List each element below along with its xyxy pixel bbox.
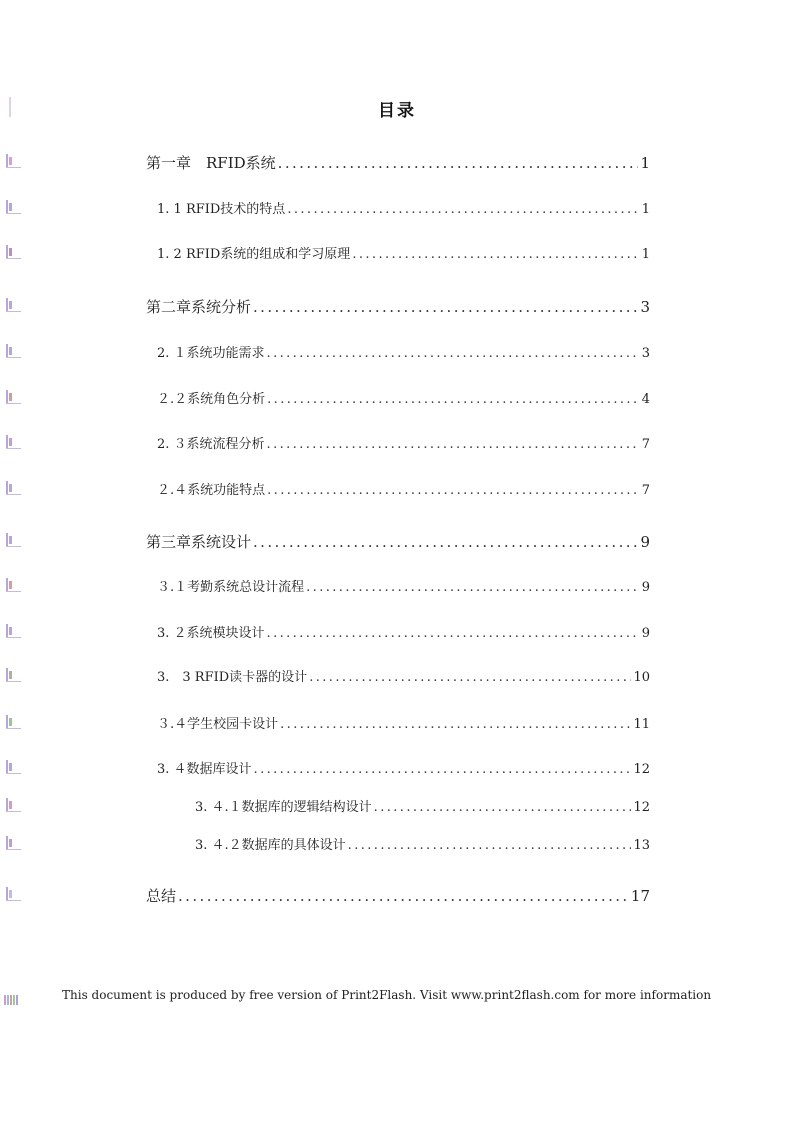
toc-entry[interactable] [157, 479, 650, 498]
toc-page-number: 3 [640, 298, 650, 316]
toc-leader-dots [253, 533, 638, 551]
bookmark-marker-icon [4, 344, 22, 358]
bookmark-marker-icon [4, 887, 22, 901]
toc-leader-dots [253, 298, 638, 316]
footer-notice: This document is produced by free version of Print2Flash. Visit www.print2flash.com for more information [62, 988, 712, 1002]
toc-entry[interactable] [157, 388, 650, 407]
bookmark-marker-icon [4, 481, 22, 495]
toc-leader-dots [178, 887, 629, 905]
toc-page-number: 1 [641, 202, 650, 217]
toc-page-number: 1 [640, 154, 650, 172]
toc-leader-dots [287, 202, 639, 217]
toc-entry-label: ３.４学生校园卡设计 [157, 717, 279, 732]
bookmark-marker-icon [4, 836, 22, 850]
bookmark-marker-icon [4, 760, 22, 774]
bookmark-marker-icon [4, 715, 22, 729]
toc-page-number: 11 [633, 717, 650, 732]
toc-entry-label: 2. ３系统流程分析 [157, 437, 265, 452]
bookmark-marker-icon [4, 435, 22, 449]
toc-entry[interactable] [146, 296, 650, 317]
toc-entry-label: 3. 3 RFID读卡器的设计 [157, 670, 308, 685]
toc-leader-dots [309, 670, 631, 685]
toc-leader-dots [374, 800, 632, 815]
toc-leader-dots [267, 626, 640, 641]
toc-leader-dots [278, 154, 639, 172]
bookmark-marker-icon [4, 578, 22, 592]
toc-entry[interactable] [195, 834, 650, 853]
bookmark-marker-icon [4, 798, 22, 812]
bookmark-marker-icon [4, 154, 22, 168]
toc-leader-dots [267, 437, 640, 452]
toc-entry-label: ２.２系统角色分析 [157, 392, 266, 407]
bookmark-marker-icon [4, 298, 22, 312]
toc-entry[interactable] [146, 885, 650, 906]
toc-page-number: 9 [640, 533, 650, 551]
toc-entry-label: 第一章 RFID系统 [146, 154, 276, 172]
bookmark-marker-icon [4, 200, 22, 214]
toc-entry-label: 3. ４.２数据库的具体设计 [195, 838, 346, 853]
toc-entry[interactable] [157, 758, 650, 777]
toc-entry-label: 1. 1 RFID技术的特点 [157, 202, 286, 217]
bookmark-marker-icon [4, 390, 22, 404]
toc-page-number: 3 [641, 346, 650, 361]
toc-page-number: 13 [633, 838, 650, 853]
toc-leader-dots [267, 392, 640, 407]
toc-leader-dots [348, 838, 632, 853]
toc-entry-label: 3. ２系统模块设计 [157, 626, 265, 641]
toc-entry-label: 1. 2 RFID系统的组成和学习原理 [157, 247, 351, 262]
toc-page-number: 7 [641, 483, 650, 498]
bookmark-marker-icon [4, 245, 22, 259]
toc-leader-dots [280, 717, 631, 732]
toc-entry-label: ２.４系统功能特点 [157, 483, 266, 498]
toc-entry[interactable] [157, 713, 650, 732]
toc-page-number: 12 [633, 762, 650, 777]
toc-title: 目录 [378, 101, 416, 121]
toc-page-number: 9 [641, 580, 650, 595]
toc-entry[interactable] [157, 576, 650, 595]
toc-page-number: 17 [630, 887, 650, 905]
toc-page-number: 4 [641, 392, 650, 407]
toc-leader-dots [267, 483, 640, 498]
toc-leader-dots [267, 346, 640, 361]
toc-entry[interactable] [157, 342, 650, 361]
toc-page-number: 7 [641, 437, 650, 452]
toc-entry[interactable] [157, 622, 650, 641]
toc-entry-label: 第二章系统分析 [146, 298, 252, 316]
toc-page-number: 9 [641, 626, 650, 641]
bookmark-marker-icon [4, 624, 22, 638]
toc-entry[interactable] [157, 243, 650, 262]
toc-entry-label: 3. ４.１数据库的逻辑结构设计 [195, 800, 372, 815]
print2flash-icon [4, 990, 22, 1000]
toc-entry-label: 3. ４数据库设计 [157, 762, 252, 777]
toc-entry[interactable] [146, 152, 650, 173]
toc-entry[interactable] [157, 198, 650, 217]
toc-entry[interactable] [195, 796, 650, 815]
toc-entry[interactable] [157, 433, 650, 452]
toc-leader-dots [254, 762, 632, 777]
toc-page-number: 1 [641, 247, 650, 262]
toc-entry[interactable] [146, 531, 650, 552]
toc-leader-dots [352, 247, 639, 262]
bookmark-marker-icon [4, 533, 22, 547]
toc-entry-label: 2. １系统功能需求 [157, 346, 265, 361]
toc-entry-label: 总结 [146, 887, 177, 905]
toc-entry-label: 第三章系统设计 [146, 533, 252, 551]
bookmark-marker-icon [4, 668, 22, 682]
toc-page-number: 10 [633, 670, 650, 685]
toc-entry[interactable] [157, 666, 650, 685]
toc-entry-label: ３.１考勤系统总设计流程 [157, 580, 305, 595]
toc-leader-dots [306, 580, 640, 595]
toc-page-number: 12 [633, 800, 650, 815]
